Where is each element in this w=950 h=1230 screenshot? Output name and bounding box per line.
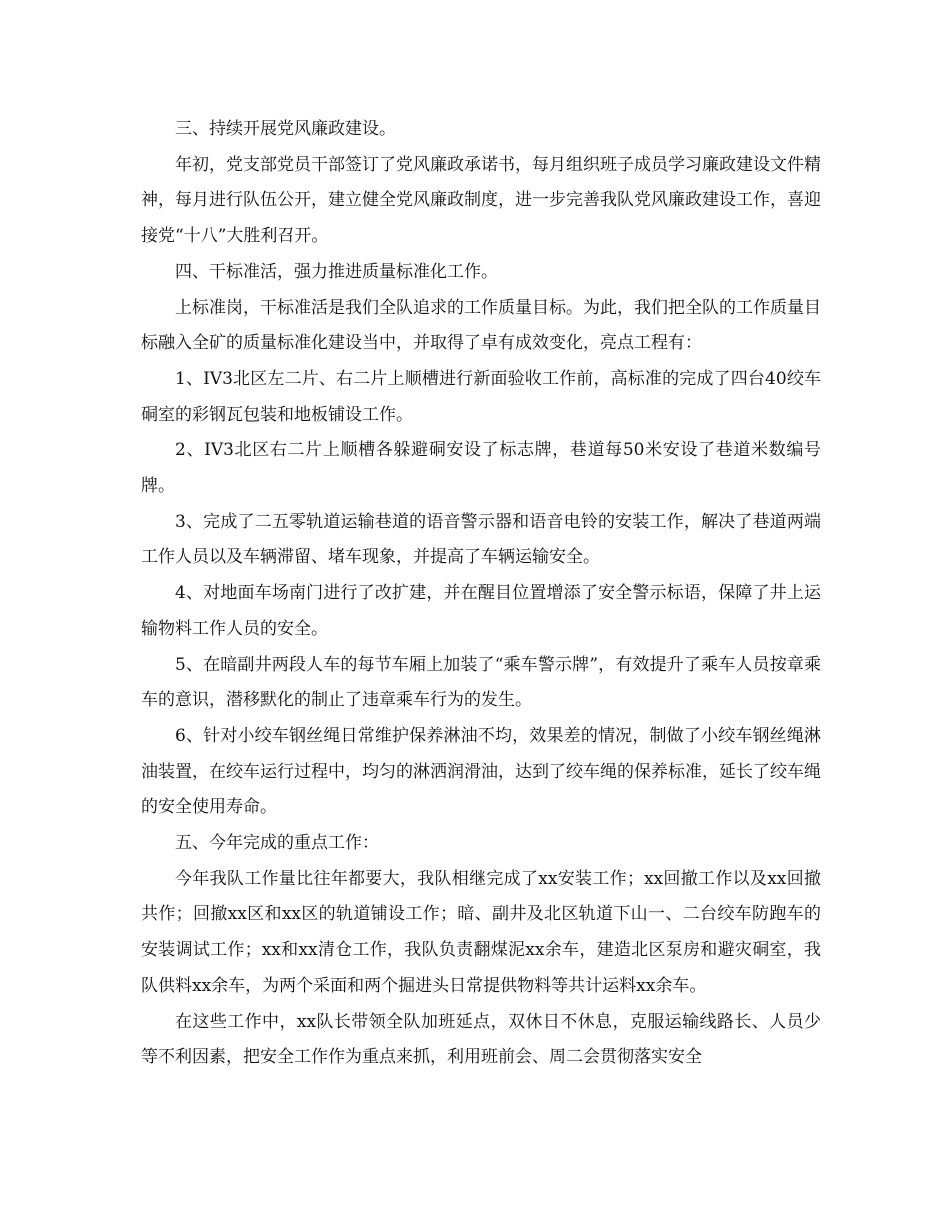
list-item-3: 3、完成了二五零轨道运输巷道的语音警示器和语音电铃的安装工作，解决了巷道两端工作人员以及车辆滞留、堵车现象，并提高了车辆运输安全。 [141,511,821,568]
list-item-2: 2、IV3北区右二片上顺槽各躲避硐安设了标志牌，巷道每50米安设了巷道米数编号牌。 [141,440,821,497]
paragraph-team-effort: 在这些工作中，xx队长带领全队加班延点，双休日不休息，克服运输线路长、人员少等不利因素，把安全工作作为重点来抓，利用班前会、周二会贯彻落实安全 [141,1011,821,1068]
list-item-6: 6、针对小绞车钢丝绳日常维护保养淋油不均，效果差的情况，制做了小绞车钢丝绳淋油装置，在绞车运行过程中，均匀的淋洒润滑油，达到了绞车绳的保养标准，延长了绞车绳的安全使用寿命。 [141,725,821,818]
document-body [141,112,821,1076]
paragraph-key-work: 今年我队工作量比往年都要大，我队相继完成了xx安装工作；xx回撤工作以及xx回撤共作；回撤xx区和xx区的轨道铺设工作；暗、副井及北区轨道下山一、二台绞车防跑车的安装调试工作；xx和xx清仓工作，我队负责翻煤泥xx余车，建造北区泵房和避灾硐室，我队供料xx余车，为两个采面和两个掘进头日常提供物料等共计运料xx余车。 [141,868,821,996]
section-heading-5: 五、今年完成的重点工作： [175,833,379,854]
paragraph-party-integrity: 年初，党支部党员干部签订了党风廉政承诺书，每月组织班子成员学习廉政建设文件精神，每月进行队伍公开，建立健全党风廉政制度，进一步完善我队党风廉政建设工作，喜迎接党“十八”大胜利召开。 [141,154,821,247]
section-heading-4: 四、干标准活，强力推进质量标准化工作。 [175,261,498,282]
section-heading-3: 三、持续开展党风廉政建设。 [175,119,396,139]
list-item-4: 4、对地面车场南门进行了改扩建，并在醒目位置增添了安全警示标语，保障了井上运输物料工作人员的安全。 [141,583,821,639]
list-item-1: 1、IV3北区左二片、右二片上顺槽进行新面验收工作前，高标准的完成了四台40绞车硐室的彩钢瓦包装和地板铺设工作。 [141,368,821,425]
list-item-5: 5、在暗副井两段人车的每节车厢上加装了“乘车警示牌”，有效提升了乘车人员按章乘车的意识，潜移默化的制止了违章乘车行为的发生。 [141,654,821,711]
paragraph-quality-goal: 上标准岗，干标准活是我们全队追求的工作质量目标。为此，我们把全队的工作质量目标融入全矿的质量标准化建设当中，并取得了卓有成效变化，亮点工程有： [141,297,821,354]
